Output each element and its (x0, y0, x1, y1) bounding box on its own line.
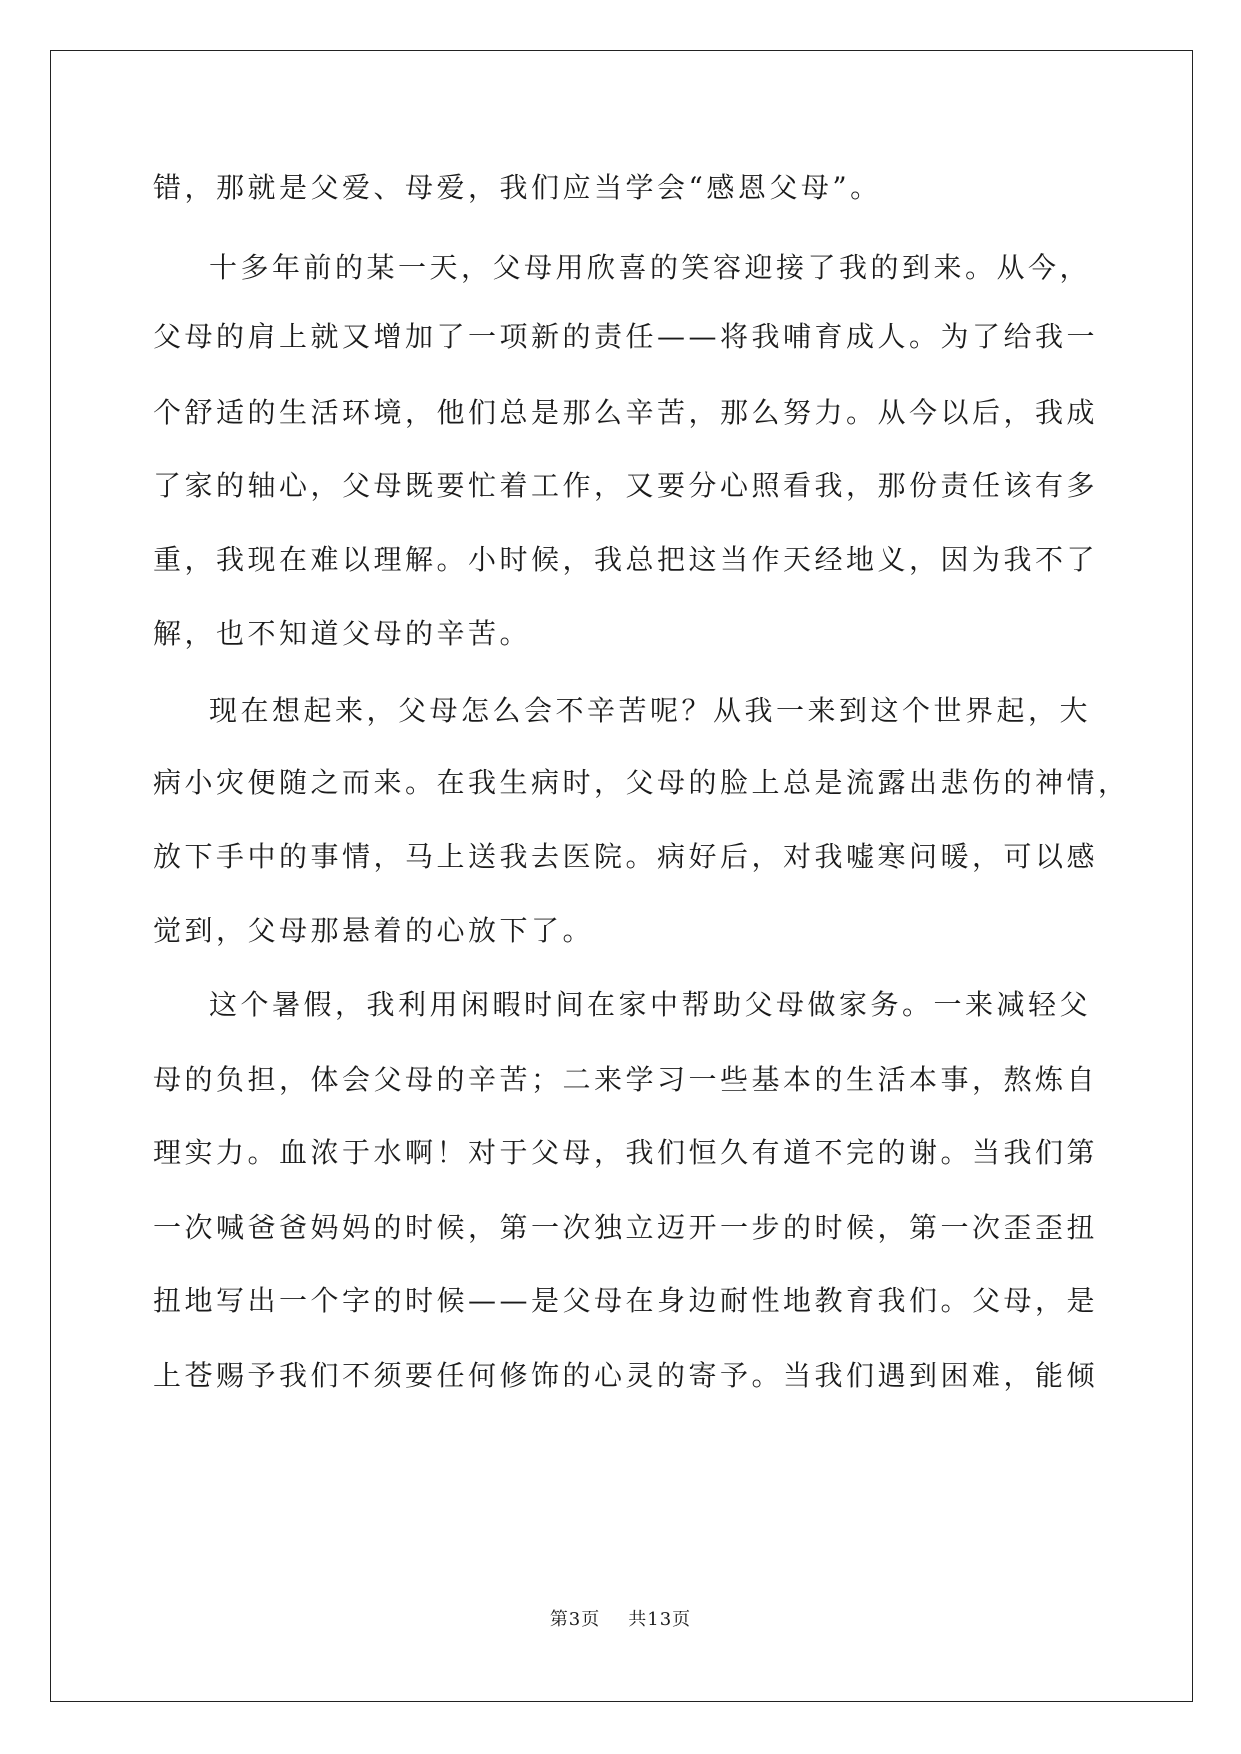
text-line: 重，我现在难以理解。小时候，我总把这当作天经地义，因为我不了 (153, 543, 1099, 576)
text-line: 放下手中的事情，马上送我去医院。病好后，对我嘘寒问暖，可以感 (153, 840, 1099, 873)
text-line: 扭地写出一个字的时候——是父母在身边耐性地教育我们。父母，是 (153, 1284, 1099, 1317)
text-line: 个舒适的生活环境，他们总是那么辛苦，那么努力。从今以后，我成 (153, 396, 1099, 429)
text-line: 解，也不知道父母的辛苦。 (153, 617, 532, 650)
text-line: 上苍赐予我们不须要任何修饰的心灵的寄予。当我们遇到困难，能倾 (153, 1359, 1099, 1392)
text-line: 错，那就是父爱、母爱，我们应当学会“感恩父母”。 (153, 171, 882, 204)
text-line: 现在想起来，父母怎么会不辛苦呢？从我一来到这个世界起，大 (209, 694, 1092, 727)
text-line: 这个暑假，我利用闲暇时间在家中帮助父母做家务。一来减轻父 (209, 988, 1092, 1021)
text-line: 理实力。血浓于水啊！对于父母，我们恒久有道不完的谢。当我们第 (153, 1136, 1099, 1169)
text-line: 父母的肩上就又增加了一项新的责任——将我哺育成人。为了给我一 (153, 320, 1099, 353)
page-footer (0, 1605, 1241, 1631)
text-line: 母的负担，体会父母的辛苦；二来学习一些基本的生活本事，熬炼自 (153, 1063, 1099, 1096)
page-total: 共13页 (628, 1609, 692, 1630)
text-line: 病小灾便随之而来。在我生病时，父母的脸上总是流露出悲伤的神情， (153, 766, 1130, 799)
text-line: 了家的轴心，父母既要忙着工作，又要分心照看我，那份责任该有多 (153, 469, 1099, 502)
page-number: 第3页 (549, 1609, 601, 1630)
text-line: 一次喊爸爸妈妈的时候，第一次独立迈开一步的时候，第一次歪歪扭 (153, 1211, 1099, 1244)
text-line: 觉到，父母那悬着的心放下了。 (153, 914, 595, 947)
text-line: 十多年前的某一天，父母用欣喜的笑容迎接了我的到来。从今， (209, 251, 1092, 284)
